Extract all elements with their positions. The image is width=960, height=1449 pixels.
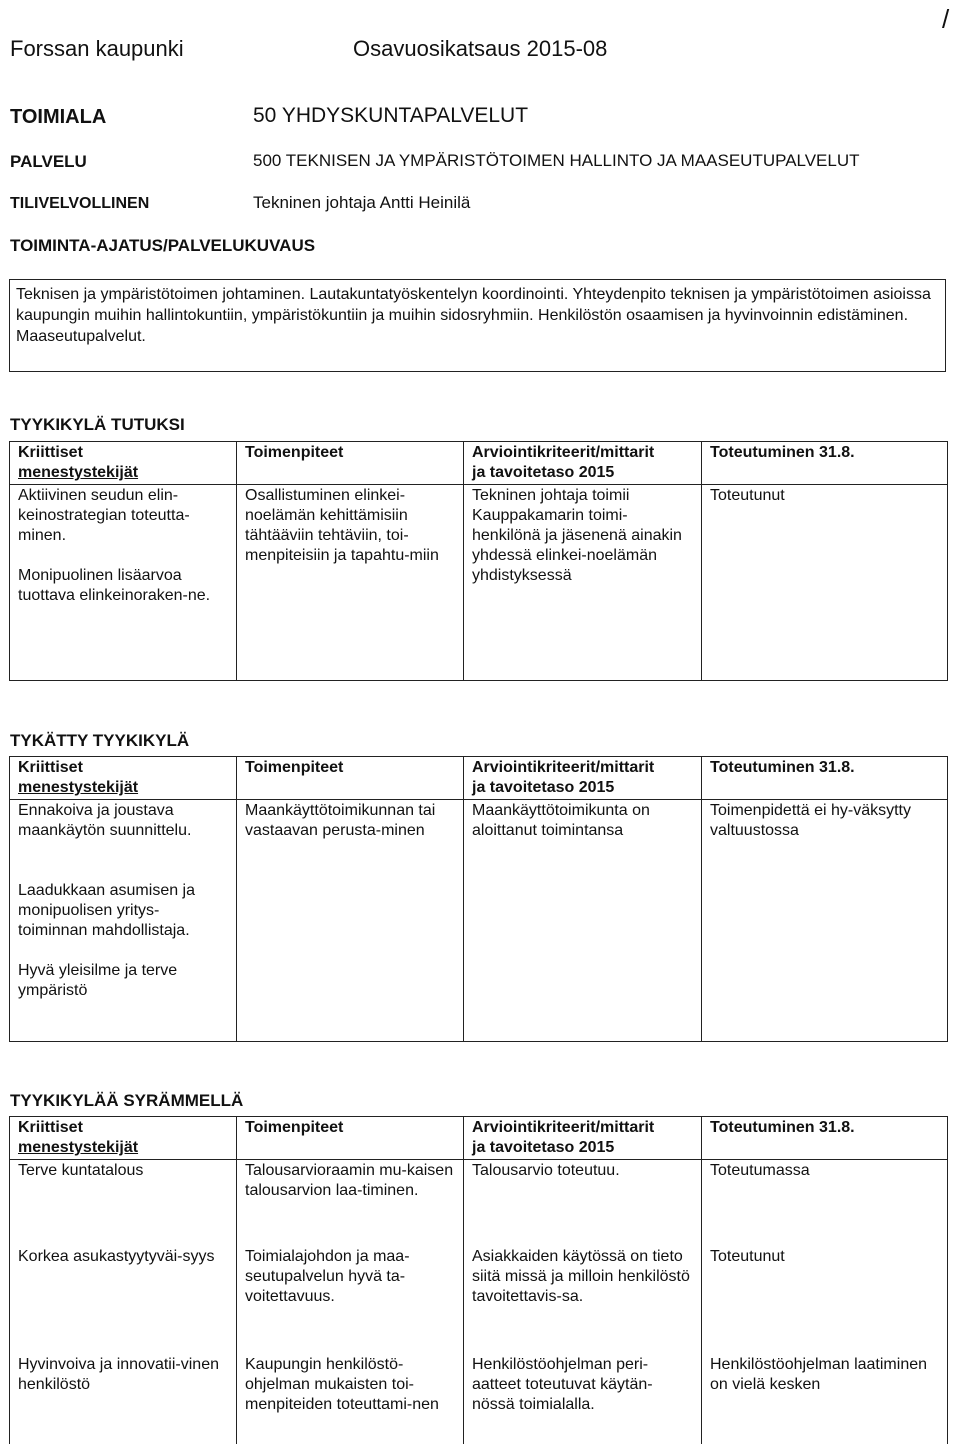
table-cell: Osallistuminen elinkei-noelämän kehittämisiin tähtääviin tehtäviin, toi-menpiteisiin ja tapahtu-miin <box>237 485 464 681</box>
table-cell: Toteutumassa <box>702 1160 948 1246</box>
section-table-1 <box>9 441 948 681</box>
table-cell: Henkilöstöohjelman peri-aatteet toteutuvat käytän-nössä toimialalla. <box>464 1354 702 1444</box>
col-header-criteria: Arviointikriteerit/mittarit ja tavoitetaso 2015 <box>464 1117 702 1160</box>
table-cell: Hyvinvoiva ja innovatii-vinen henkilöstö <box>10 1354 237 1444</box>
mission-title: TOIMINTA-AJATUS/PALVELUKUVAUS <box>10 236 316 255</box>
table-cell: Talousarvio toteutuu. <box>464 1160 702 1246</box>
col-header-actions: Toimenpiteet <box>237 757 464 800</box>
table-cell: Maankäyttötoimikunta on aloittanut toimintansa <box>464 800 702 1042</box>
table-cell: Ennakoiva ja joustava maankäytön suunnittelu. Laadukkaan asumisen ja monipuolisen yritys-toiminnan mahdollistaja. Hyvä yleisilme ja terve ympäristö <box>10 800 237 1042</box>
corner-mark: / <box>942 4 950 34</box>
col-header-factors: Kriittiset menestystekijät <box>10 757 237 800</box>
tilivelvollinen-label: TILIVELVOLLINEN <box>10 195 150 212</box>
table-cell: Talousarvioraamin mu-kaisen talousarvion laa-timinen. <box>237 1160 464 1246</box>
table-cell: Terve kuntatalous <box>10 1160 237 1246</box>
section-title-3: TYYKIKYLÄÄ SYRÄMMELLÄ <box>10 1091 244 1110</box>
section-title-2: TYKÄTTY TYYKIKYLÄ <box>10 731 190 750</box>
col-header-factors: Kriittiset menestystekijät <box>10 442 237 485</box>
table-cell: Korkea asukastyytyväi-syys <box>10 1246 237 1354</box>
col-header-criteria: Arviointikriteerit/mittarit ja tavoitetaso 2015 <box>464 442 702 485</box>
table-cell: Toimenpidettä ei hy-väksytty valtuustossa <box>702 800 948 1042</box>
col-header-status: Toteutuminen 31.8. <box>702 1117 948 1160</box>
section-table-2 <box>9 756 948 1042</box>
section-title-1: TYYKIKYLÄ TUTUKSI <box>10 415 185 434</box>
palvelu-label: PALVELU <box>10 152 87 171</box>
col-header-criteria: Arviointikriteerit/mittarit ja tavoitetaso 2015 <box>464 757 702 800</box>
tilivelvollinen-value: Tekninen johtaja Antti Heinilä <box>253 193 471 212</box>
col-header-actions: Toimenpiteet <box>237 442 464 485</box>
table-cell: Kaupungin henkilöstö-ohjelman mukaisten toi-menpiteiden toteuttami-nen <box>237 1354 464 1444</box>
table-cell: Toteutunut <box>702 485 948 681</box>
col-header-status: Toteutuminen 31.8. <box>702 757 948 800</box>
mission-box <box>9 279 946 372</box>
mission-text: Teknisen ja ympäristötoimen johtaminen. Lautakuntatyöskentelyn koordinointi. Yhteydenpito teknisen ja ympäristötoimen asioissa kaupungin muihin hallintokuntiin, ympäristökuntiin ja muihin sidosryhmiin. Henkilöstön osaamisen ja hyvinvoinnin edistäminen. Maaseutupalvelut. <box>16 286 931 345</box>
col-header-status: Toteutuminen 31.8. <box>702 442 948 485</box>
palvelu-value: 500 TEKNISEN JA YMPÄRISTÖTOIMEN HALLINTO JA MAASEUTUPALVELUT <box>253 151 860 170</box>
table-cell: Asiakkaiden käytössä on tieto siitä missä ja milloin henkilöstö tavoitettavis-sa. <box>464 1246 702 1354</box>
col-header-actions: Toimenpiteet <box>237 1117 464 1160</box>
city-name: Forssan kaupunki <box>10 36 184 61</box>
table-cell: Tekninen johtaja toimii Kauppakamarin toimi-henkilönä ja jäsenenä ainakin yhdessä elinkei-noelämän yhdistyksessä <box>464 485 702 681</box>
table-cell: Aktiivinen seudun elin-keinostrategian toteutta-minen. Monipuolinen lisäarvoa tuottava elinkeinoraken-ne. <box>10 485 237 681</box>
report-title: Osavuosikatsaus 2015-08 <box>353 36 608 61</box>
table-cell: Maankäyttötoimikunnan tai vastaavan perusta-minen <box>237 800 464 1042</box>
table-cell: Toteutunut <box>702 1246 948 1354</box>
table-cell: Henkilöstöohjelman laatiminen on vielä kesken <box>702 1354 948 1444</box>
toimiala-label: TOIMIALA <box>10 106 107 128</box>
col-header-factors: Kriittiset menestystekijät <box>10 1117 237 1160</box>
table-cell: Toimialajohdon ja maa-seutupalvelun hyvä ta-voitettavuus. <box>237 1246 464 1354</box>
section-table-3 <box>9 1116 948 1444</box>
toimiala-value: 50 YHDYSKUNTAPALVELUT <box>253 104 529 127</box>
